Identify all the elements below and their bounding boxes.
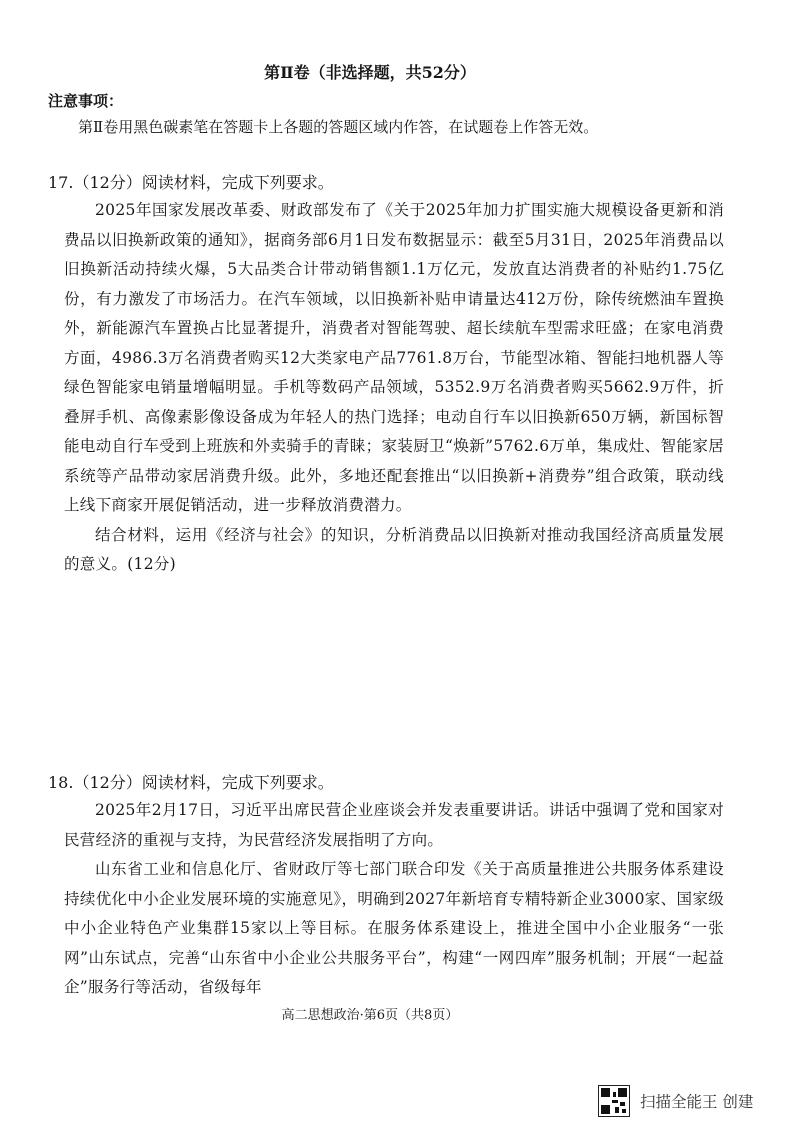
question-18-material [64, 796, 724, 1003]
scanner-watermark [598, 1084, 753, 1118]
question-17-material [64, 196, 724, 580]
notice-heading: 注意事项： [48, 92, 124, 110]
qr-code-icon [598, 1085, 630, 1117]
question-17-prompt: 结合材料，运用《经济与社会》的知识，分析消费品以旧换新对推动我国经济高质量发展的意义。(12分) [64, 525, 724, 573]
question-18-heading: 18.（12分）阅读材料，完成下列要求。 [48, 773, 334, 792]
notice-body: 第Ⅱ卷用黑色碳素笔在答题卡上各题的答题区域内作答，在试题卷上作答无效。 [78, 118, 599, 136]
watermark-text: 扫描全能王 创建 [640, 1093, 754, 1111]
question-17-paragraph-1: 2025年国家发展改革委、财政部发布了《关于2025年加力扩围实施大规模设备更新和消费品以旧换新政策的通知》，据商务部6月1日发布数据显示：截至5月31日，2025年消费品以旧换新活动持续火爆，5大品类合计带动销售额1.1万亿元，发放直达消费者的补贴约1.75亿份，有力激发了市场活力。在汽车领域，以旧换新补贴申请量达412万份，除传统燃油车置换外，新能源汽车置换占比显著提升，消费者对智能驾驶、超长续航车型需求旺盛；在家电消费方面，4986.3万名消费者购买12大类家电产品7761.8万台，节能型冰箱、智能扫地机器人等绿色智能家电销量增幅明显。手机等数码产品领域，5352.9万名消费者购买5662.9万件，折叠屏手机、高像素影像设备成为年轻人的热门选择；电动自行车以旧换新650万辆，新国标智能电动自行车受到上班族和外卖骑手的青睐；家装厨卫“焕新”5762.6万单，集成灶、智能家居系统等产品带动家居消费升级。此外，多地还配套推出“以旧换新+消费券”组合政策，联动线上线下商家开展促销活动，进一步释放消费潜力。 [64, 201, 724, 514]
question-18-paragraph-1: 2025年2月17日，习近平出席民营企业座谈会并发表重要讲话。讲话中强调了党和国家对民营经济的重视与支持，为民营经济发展指明了方向。 [64, 801, 724, 849]
page-footer: 高二思想政治·第6页（共8页） [281, 1008, 459, 1023]
section-title: 第Ⅱ卷（非选择题，共52分） [264, 63, 476, 82]
question-18-paragraph-2: 山东省工业和信息化厅、省财政厅等七部门联合印发《关于高质量推进公共服务体系建设持续优化中小企业发展环境的实施意见》，明确到2027年新培育专精特新企业3000家、国家级中小企业特色产业集群15家以上等目标。在服务体系建设上，推进全国中小企业服务“一张网”山东试点，完善“山东省中小企业公共服务平台”，构建“一网四库”服务机制；开展“一起益企”服务行等活动，省级每年 [64, 860, 724, 996]
question-17-heading: 17.（12分）阅读材料，完成下列要求。 [48, 173, 334, 192]
